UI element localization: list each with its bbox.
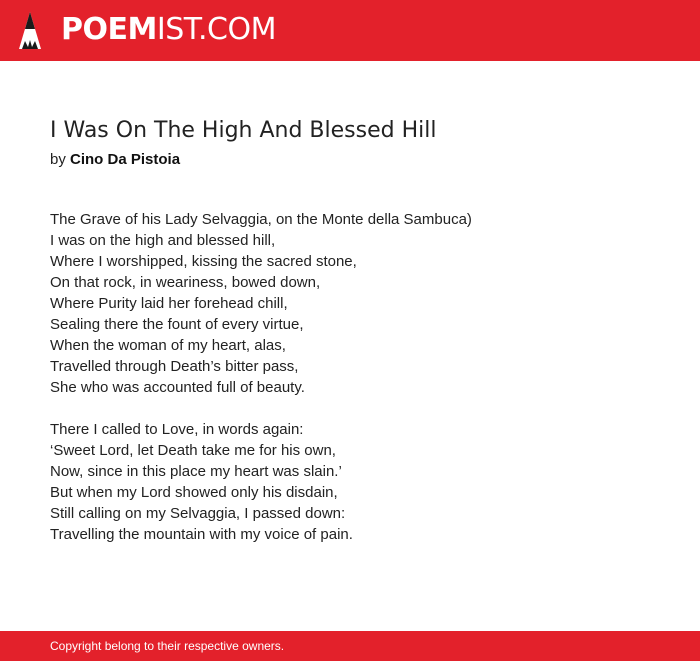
poem-stanza-2 [50, 419, 670, 545]
poem-line: Travelled through Death’s bitter pass, [50, 358, 299, 375]
poem-line: Where I worshipped, kissing the sacred stone, [50, 253, 357, 270]
poem-line: She who was accounted full of beauty. [50, 379, 305, 396]
poem-author: Cino Da Pistoia [70, 151, 181, 168]
poem-line: Where Purity laid her forehead chill, [50, 295, 288, 312]
logo-brand-bold: POEM [61, 12, 157, 47]
poem-container [50, 112, 670, 545]
poem-line: Now, since in this place my heart was slain.’ [50, 463, 342, 480]
logo-brand-light: IST.COM [156, 12, 276, 47]
poem-line: When the woman of my heart, alas, [50, 337, 286, 354]
poem-line: The Grave of his Lady Selvaggia, on the Monte della Sambuca) [50, 211, 472, 228]
site-footer [0, 631, 700, 661]
site-logo-text [61, 12, 276, 48]
pencil-icon [17, 11, 43, 51]
poem-title: I Was On The High And Blessed Hill [50, 118, 437, 143]
poem-line: On that rock, in weariness, bowed down, [50, 274, 321, 291]
poem-line: But when my Lord showed only his disdain, [50, 484, 338, 501]
poem-line: Still calling on my Selvaggia, I passed down: [50, 505, 346, 522]
poem-line: Sealing there the fount of every virtue, [50, 316, 304, 333]
poem-line: Travelling the mountain with my voice of pain. [50, 526, 353, 543]
byline-prefix: by [50, 151, 66, 168]
copyright-notice: Copyright belong to their respective owners. [50, 639, 285, 653]
poem-line: ‘Sweet Lord, let Death take me for his own, [50, 442, 336, 459]
poem-stanza-1 [50, 209, 670, 398]
poem-line: There I called to Love, in words again: [50, 421, 304, 438]
site-header [0, 0, 700, 61]
poem-byline [50, 150, 670, 170]
poem-line: I was on the high and blessed hill, [50, 232, 276, 249]
